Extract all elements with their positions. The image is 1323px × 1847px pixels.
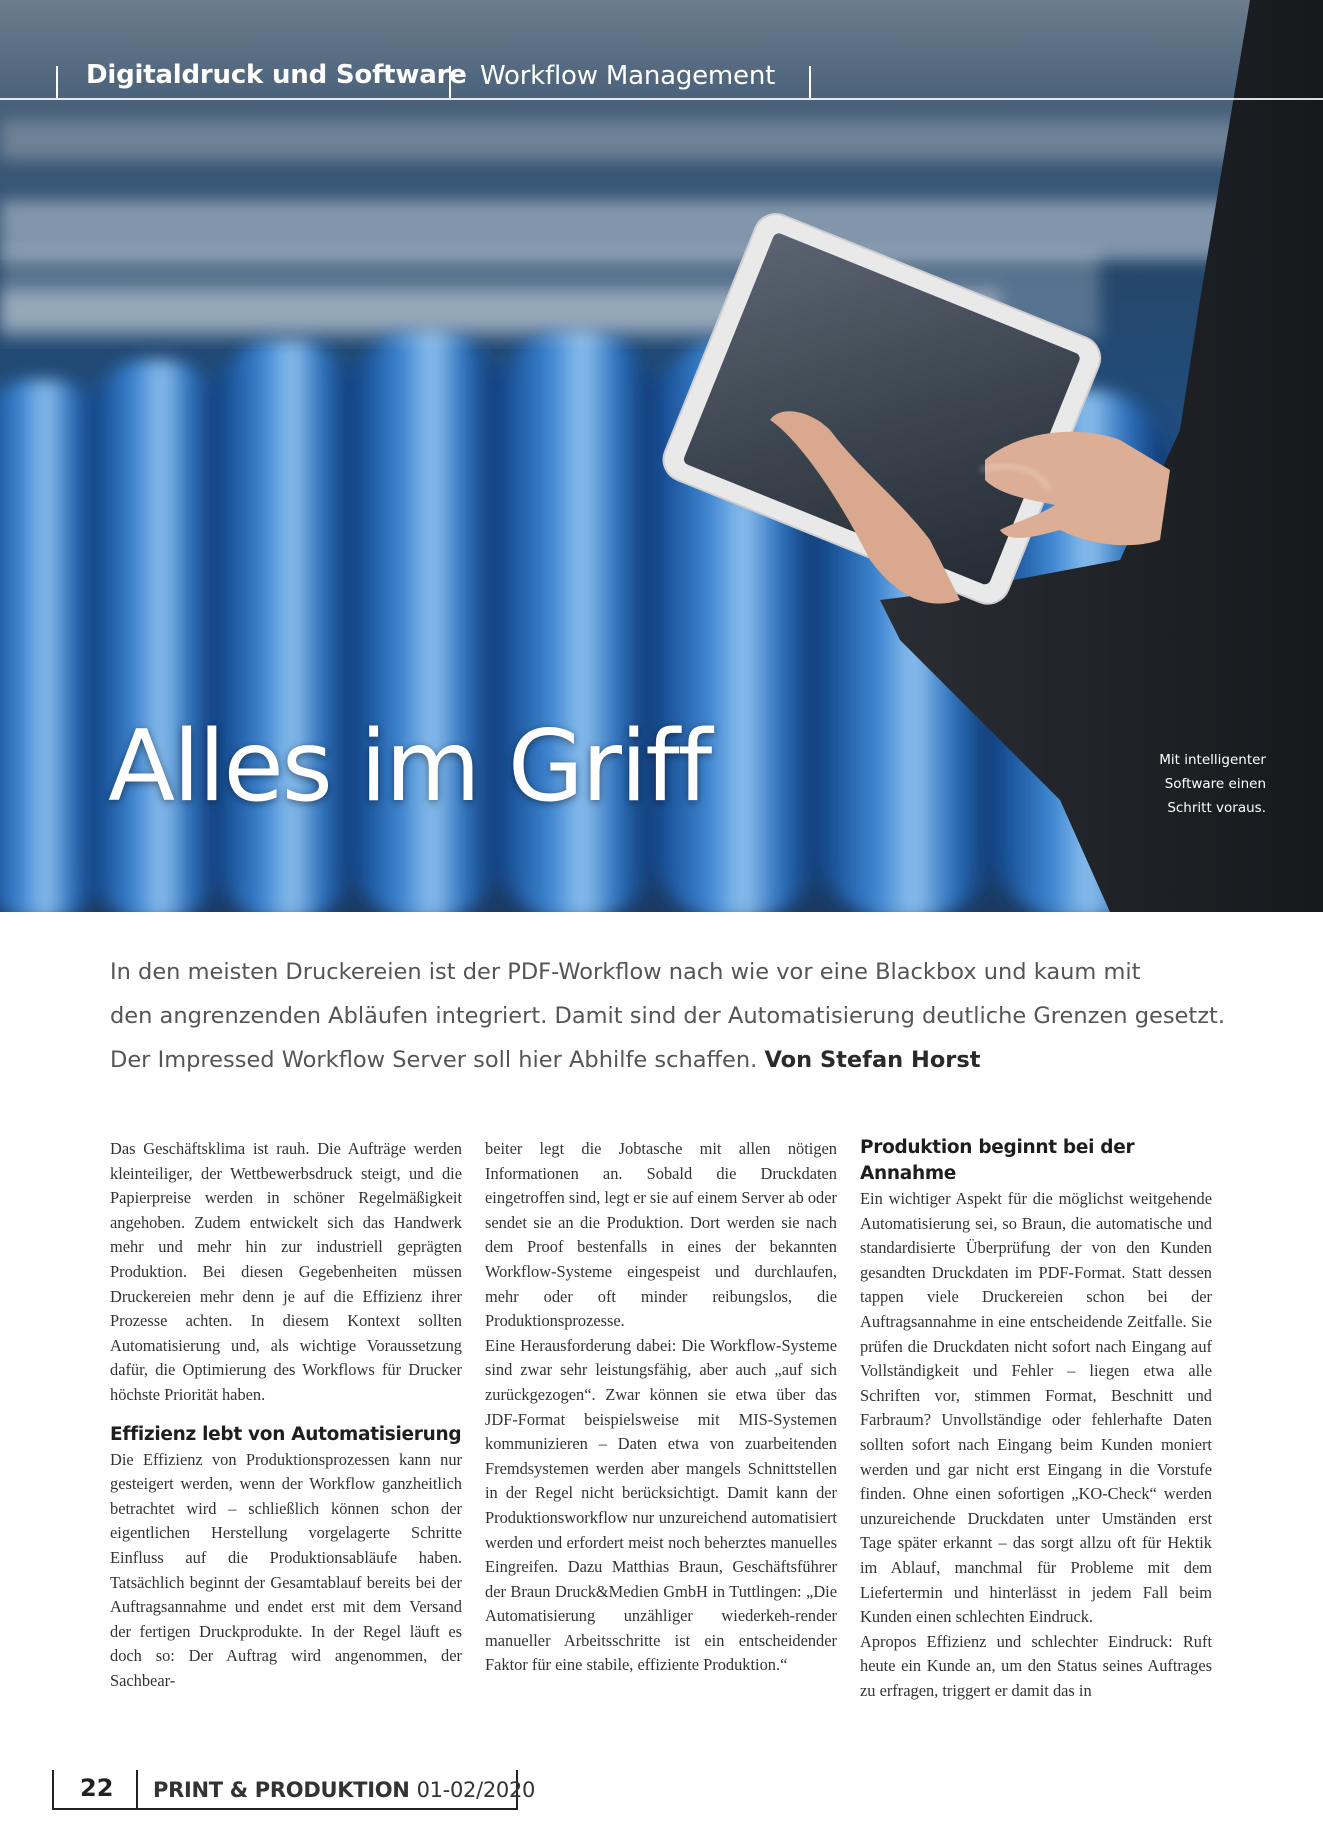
header-rule	[0, 98, 1323, 100]
caption-line: Schritt voraus.	[1167, 800, 1266, 816]
footer-magazine	[153, 1778, 535, 1802]
header-divider	[809, 66, 811, 98]
footer-divider	[52, 1770, 54, 1810]
body-column-1	[110, 1137, 462, 1693]
lead-paragraph	[110, 950, 1225, 1082]
subheading: Effizienz lebt von Automatisierung	[110, 1423, 462, 1445]
body-paragraph: Das Geschäftsklima ist rauh. Die Aufträge werden kleinteiliger, der Wettbewerbsdruck steigt, und die Papierpreise werden in schöner Regelmäßigkeit angehoben. Zudem entwickelt sich das Handwerk mehr und mehr hin zur industriell geprägten Produktion. Bei diesen Gegebenheiten müssen Druckereien mehr denn je auf die Effizienz ihrer Prozesse achten. In diesem Kontext sollten Automatisierung und, als wichtige Voraussetzung dafür, die Optimierung des Workflows für Drucker höchste Priorität haben.	[110, 1139, 462, 1404]
caption-line: Mit intelligenter	[1159, 752, 1266, 768]
subsection-label: Workflow Management	[480, 61, 776, 91]
body-paragraph: Eine Herausforderung dabei: Die Workflow-Systeme sind zwar sehr leistungsfähig, aber auch „auf sich zurückgezogen“. Zwar können sie etwa über das JDF-Format beispielsweise mit MIS-Systemen kommunizieren – Daten etwa von zuarbeitenden Fremdsystemen werden aber mangels Schnittstellen in der Regel nicht berücksichtigt. Damit kann der Produktionsworkflow nur unzureichend automatisiert werden und erfordert meist noch beherztes manuelles Eingreifen. Dazu Matthias Braun, Geschäftsführer der Braun Druck&Medien GmbH in Tuttlingen: „Die Automatisierung unzähliger wiederkeh-render manueller Arbeitsschritte ist ein entscheidender Faktor für eine stabile, effiziente Produktion.“	[485, 1335, 837, 1675]
footer-divider	[136, 1770, 138, 1810]
author-byline: Von Stefan Horst	[764, 1047, 981, 1073]
lead-line: den angrenzenden Abläufen integriert. Damit sind der Automatisierung deutliche Grenzen gesetzt.	[110, 1003, 1225, 1029]
body-column-3	[860, 1137, 1212, 1703]
subheading: Produktion beginnt bei der Annahme	[860, 1137, 1135, 1184]
body-paragraph: Die Effizienz von Produktionsprozessen kann nur gesteigert werden, wenn der Workflow ganzheitlich betrachtet wird – schließlich können schon der eigentlichen Herstellung vorgelagerte Schritte Einfluss auf die Produktionsabläufe haben. Tatsächlich beginnt der Gesamtablauf bereits bei der Auftragsannahme und endet erst mit dem Versand der fertigen Druckprodukte. In der Regel läuft es doch so: Der Auftrag wird angenommen, der Sachbear-	[110, 1449, 462, 1690]
image-caption	[1130, 748, 1266, 820]
issue-number: 01-02/2020	[416, 1778, 536, 1802]
lead-line-text: Der Impressed Workflow Server soll hier Abhilfe schaffen.	[110, 1047, 758, 1073]
footer-rule	[52, 1808, 518, 1810]
caption-line: Software einen	[1164, 776, 1266, 792]
magazine-name: PRINT & PRODUKTION	[153, 1778, 410, 1802]
body-paragraph: Apropos Effizienz und schlechter Eindruck: Ruft heute ein Kunde an, um den Status seines Auftrages zu erfragen, triggert er damit das in	[860, 1631, 1212, 1700]
header-divider	[56, 66, 58, 98]
lead-line	[110, 1038, 1220, 1082]
body-column-2	[485, 1137, 837, 1678]
section-label: Digitaldruck und Software	[86, 60, 467, 90]
page-number: 22	[80, 1774, 114, 1802]
lead-line: In den meisten Druckereien ist der PDF-Workflow nach wie vor eine Blackbox und kaum mit	[110, 959, 1141, 985]
body-paragraph: Ein wichtiger Aspekt für die möglichst weitgehende Automatisierung sei, so Braun, die automatische und standardisierte Überprüfung der von den Kunden gesandten Druckdaten im PDF-Format. Statt dessen tappen viele Druckereien schon bei der Auftragsannahme in eine entscheidende Zeitfalle. Sie prüfen die Druckdaten nicht sofort nach Eingang auf Vollständigkeit und Fehler – liegen etwa alle Schriften vor, stimmen Format, Beschnitt und Farbraum? Unvollständige oder fehlerhafte Daten sollten sofort nach Eingang beim Kunden moniert werden und gar nicht erst Eingang in die Vorstufe finden. Ohne einen sofortigen „KO-Check“ werden unzureichende Druckdaten unter Umständen erst Tage später erkannt – das sorgt allzu oft für Hektik im Ablauf, manchmal für Probleme mit dem Liefertermin und hinterlässt in jedem Fall beim Kunden einen schlechten Eindruck.	[860, 1189, 1212, 1627]
body-paragraph: beiter legt die Jobtasche mit allen nötigen Informationen an. Sobald die Druckdaten eingetroffen sind, legt er sie auf einem Server ab oder sendet sie an die Produktion. Dort werden sie nach dem Proof bestenfalls in eines der bekannten Workflow-Systeme eingespeist und durchlaufen, mehr oder oft minder reibungslos, die Produktionsprozesse.	[485, 1139, 837, 1331]
page-title: Alles im Griff	[108, 710, 711, 824]
